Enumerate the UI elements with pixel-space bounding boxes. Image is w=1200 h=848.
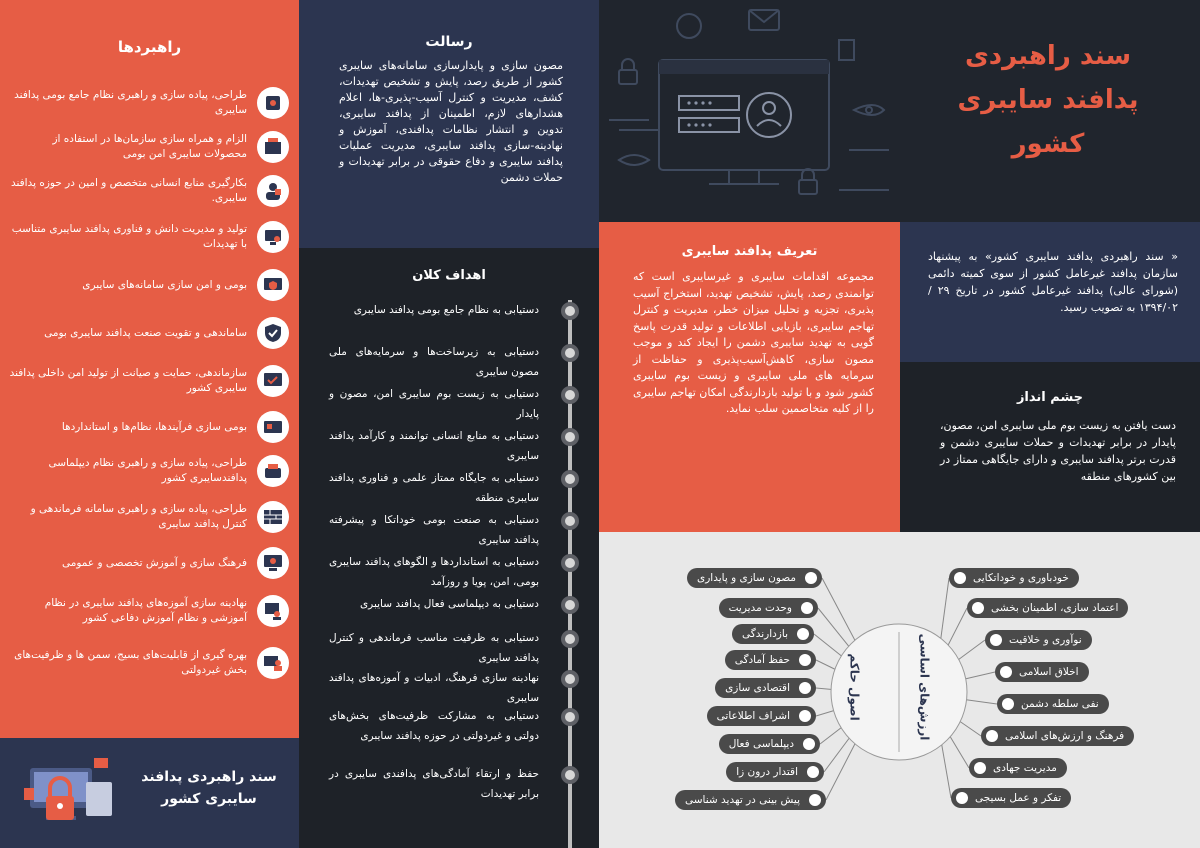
core-value-label: فرهنگ و ارزش‌های اسلامی xyxy=(1005,730,1125,742)
strategy-text: سازماندهی، حمایت و صیانت از تولید امن داخلی پدافند سایبری کشور xyxy=(9,367,247,394)
strategy-item xyxy=(7,168,289,214)
pill-dot-icon xyxy=(807,766,819,778)
pill-dot-icon xyxy=(1002,698,1014,710)
secure-system-icon xyxy=(257,269,289,301)
strategy-text: ساماندهی و تقویت صنعت پدافند سایبری بومی xyxy=(44,326,247,339)
goals-panel xyxy=(299,248,599,848)
pill-dot-icon xyxy=(1000,666,1012,678)
goal-bullet-icon xyxy=(561,512,579,530)
training-monitor-icon xyxy=(257,547,289,579)
cyber-hero-image xyxy=(599,0,899,222)
goal-bullet-icon xyxy=(561,386,579,404)
goal-bullet-icon xyxy=(561,470,579,488)
principle-pill xyxy=(675,790,826,810)
strategy-text: بومی سازی فرآیندها، نظام‌ها و استانداردها xyxy=(61,420,247,433)
core-value-pill xyxy=(949,568,1079,588)
goal-item: دستیابی به ظرفیت مناسب فرماندهی و کنترل پدافند سایبری xyxy=(329,632,539,664)
standards-icon xyxy=(257,411,289,443)
strategy-item xyxy=(7,540,289,586)
core-value-label: نفی سلطه دشمن xyxy=(1021,698,1099,710)
core-value-pill xyxy=(981,726,1134,746)
bottom-left-banner xyxy=(0,738,299,848)
goal-bullet-icon xyxy=(561,302,579,320)
strategy-text: بومی و امن سازی سامانه‌های سایبری xyxy=(82,278,247,291)
goal-item: دستیابی به نظام جامع بومی پدافند سایبری xyxy=(353,304,539,316)
strategy-item xyxy=(7,214,289,260)
strategy-item xyxy=(7,80,289,126)
building-icon xyxy=(257,131,289,163)
mission-heading: رسالت xyxy=(425,34,473,50)
strategy-text: بکارگیری منابع انسانی متخصص و امین در حوزه پدافند سایبری. xyxy=(10,177,247,204)
core-value-pill xyxy=(967,598,1128,618)
pill-dot-icon xyxy=(805,572,817,584)
connector-line xyxy=(826,736,859,800)
core-value-pill xyxy=(951,788,1071,808)
pill-dot-icon xyxy=(990,634,1002,646)
goal-item: دستیابی به زیرساخت‌ها و سرمایه‌های ملی مصون سایبری xyxy=(329,346,539,378)
definition-heading: تعریف پدافند سایبری xyxy=(681,244,818,259)
goal-bullet-icon xyxy=(561,670,579,688)
principle-pill xyxy=(725,650,816,670)
strategy-item xyxy=(7,358,289,404)
principle-pill xyxy=(719,598,818,618)
goal-item: دستیابی به صنعت بومی خوداتکا و پیشرفته پدافند سایبری xyxy=(329,514,539,546)
bottom-left-title: سند راهبردی پدافند سایبری کشور xyxy=(141,769,277,807)
strategies-panel xyxy=(0,0,299,738)
principle-label: پیش بینی در تهدید شناسی xyxy=(684,794,800,806)
goal-item: نهادینه سازی فرهنگ، ادبیات و آموزه‌های پدافند سایبری xyxy=(329,672,539,704)
pill-dot-icon xyxy=(954,572,966,584)
mission-text: مصون سازی و پایدارسازی سامانه‌های سایبری کشور از طریق رصد، پایش و تشخیص تهدیدات، کشف، مدیریت و کنترل آسیب-پذیری-ها، اعلام هشدارهای لازم، اطمینان از پدافند سایبری، تدوین و انتشار نظامات پدافندی، آموزش و نهادینه-سازی پدافند سایبری، مدیریت عملیات پدافند سایبری و دفاع حقوقی در برابر تهدیدات و حملات دشمن xyxy=(339,59,563,184)
goal-item: دستیابی به دیپلماسی فعال پدافند سایبری xyxy=(359,598,539,610)
strategies-heading: راهبردها xyxy=(117,38,182,56)
strategy-text: بهره گیری از قابلیت‌های بسیج، سمن ها و ظرفیت‌های بخش غیردولتی xyxy=(14,649,247,676)
core-value-label: مدیریت جهادی xyxy=(993,762,1057,774)
specialist-user-icon xyxy=(257,175,289,207)
goal-bullet-icon xyxy=(561,766,579,784)
knowledge-monitor-icon xyxy=(257,221,289,253)
principle-label: اشراف اطلاعاتی xyxy=(716,710,790,722)
vision-text: دست یافتن به زیست بوم ملی سایبری امن، مصون، پایدار در برابر تهدیدات و حملات سایبری دشمن و قدرت برتر پدافند سایبری و دارای جایگاهی ممتاز در بین کشورهای منطقه xyxy=(940,419,1176,483)
strategy-item xyxy=(7,404,289,450)
pill-dot-icon xyxy=(972,602,984,614)
strategy-item xyxy=(7,588,289,634)
title-panel xyxy=(899,0,1200,222)
goal-bullet-icon xyxy=(561,554,579,572)
core-value-pill xyxy=(969,758,1067,778)
goal-bullet-icon xyxy=(561,708,579,726)
pill-dot-icon xyxy=(803,738,815,750)
strategy-text: طراحی، پیاده سازی و راهبری نظام جامع بومی پدافند سایبری xyxy=(14,89,247,116)
principle-label: دیپلماسی فعال xyxy=(728,738,794,750)
goal-bullet-icon xyxy=(561,630,579,648)
vision-panel xyxy=(900,362,1200,532)
strategy-item xyxy=(7,494,289,540)
core-value-label: تفکر و عمل بسیجی xyxy=(975,792,1062,804)
goal-item: دستیابی به منابع انسانی توانمند و کارآمد پدافند سایبری xyxy=(329,430,539,462)
principle-pill xyxy=(726,762,824,782)
principles-hub-label: اصول حاکم xyxy=(847,653,862,721)
vision-heading: چشم انداز xyxy=(1016,390,1084,405)
core-value-pill xyxy=(997,694,1109,714)
strategy-item xyxy=(7,448,289,494)
approval-panel xyxy=(900,222,1200,362)
definition-panel xyxy=(599,222,900,532)
approval-text: « سند راهبردی پدافند سایبری کشور» به پیشنهاد سازمان پدافند غیرعامل کشور از سوی کمیته دائمی (شورای عالی) پدافند غیرعامل کشور در تاریخ ۲۹ /۱۳۹۴/۰۲ به تصویب رسید. xyxy=(928,250,1178,314)
core-values-hub-label: ارزش‌های اساسی xyxy=(917,633,932,741)
checked-monitor-icon xyxy=(257,365,289,397)
strategy-item xyxy=(7,310,289,356)
principle-label: بازدارندگی xyxy=(741,628,788,640)
principle-label: مصون سازی و پایداری xyxy=(697,572,796,584)
pill-dot-icon xyxy=(974,762,986,774)
strategy-text: طراحی، پیاده سازی و راهبری نظام دیپلماسی پدافندسایبری کشور xyxy=(48,457,247,484)
core-value-label: اعتماد سازی، اطمینان بخشی xyxy=(991,602,1119,614)
shield-check-icon xyxy=(257,317,289,349)
pill-dot-icon xyxy=(986,730,998,742)
pill-dot-icon xyxy=(956,792,968,804)
core-value-pill xyxy=(995,662,1089,682)
strategy-text: فرهنگ سازی و آموزش تخصصی و عمومی xyxy=(61,556,247,569)
strategy-item xyxy=(7,124,289,170)
document-title: سند راهبردی پدافند سایبری کشور xyxy=(957,41,1139,159)
connector-line xyxy=(822,578,859,648)
strategy-text: طراحی، پیاده سازی و راهبری سامانه فرماندهی و کنترل پدافند سایبری xyxy=(30,503,247,530)
goal-item: دستیابی به مشارکت ظرفیت‌های بخش‌های دولتی و غیردولتی در حوزه پدافند سایبری xyxy=(329,710,539,742)
pill-dot-icon xyxy=(799,682,811,694)
goal-item: دستیابی به استانداردها و الگوهای پدافند سایبری بومی، امن، پویا و روزآمد xyxy=(329,556,539,588)
goals-heading: اهداف کلان xyxy=(412,268,486,283)
strategy-text: الزام و همراه سازی سازمان‌ها در استفاده از محصولات سایبری امن بومی xyxy=(52,133,247,160)
goal-item: دستیابی به زیست بوم سایبری امن، مصون و پایدار xyxy=(329,388,539,420)
core-value-label: خودباوری و خوداتکایی xyxy=(973,572,1069,584)
diplomacy-printer-icon xyxy=(257,455,289,487)
strategy-text: نهادینه سازی آموزه‌های پدافند سایبری در نظام آموزشی و نظام آموزش دفاعی کشور xyxy=(44,597,247,624)
strategy-item xyxy=(7,640,289,686)
principle-pill xyxy=(707,706,816,726)
goal-bullet-icon xyxy=(561,596,579,614)
pill-dot-icon xyxy=(799,654,811,666)
pill-dot-icon xyxy=(809,794,821,806)
principle-pill xyxy=(715,678,816,698)
pill-dot-icon xyxy=(797,628,809,640)
partnership-icon xyxy=(257,647,289,679)
principle-pill xyxy=(732,624,814,644)
cyber-security-illustration-icon xyxy=(599,0,899,222)
core-value-label: اخلاق اسلامی xyxy=(1019,666,1079,678)
principle-label: اقتصادی سازی xyxy=(725,682,790,694)
core-value-pill xyxy=(985,630,1092,650)
pill-dot-icon xyxy=(799,710,811,722)
definition-text: مجموعه اقدامات سایبری و غیرسایبری است که توانمندی رصد، پایش، تشخیص تهدید، استخراج آسیب پذیری، تجزیه و تحلیل میزان خطر، مدیریت و کنترل تهاجم سایبری، بازیابی اطلاعات و تولید قدرت پاسخ گویی به تهدید سایبری دشمن را ایجاد کند و موجب مصون سازی، کاهش‌آسیب‌پذیری و حفاظت از سرمایه های ملی سایبری و زیست بوم سایبری کشور شود و با تولید بازدارندگی امکان تهاجم سایبری را از کلیه متخاصمین سلب نماید. xyxy=(633,270,874,415)
principle-label: حفظ آمادگی xyxy=(734,654,790,666)
goal-item: دستیابی به جایگاه ممتاز علمی و فناوری پدافند سایبری منطقه xyxy=(329,472,539,504)
strategy-text: تولید و مدیریت دانش و فناوری پدافند سایبری متناسب با تهدیدات xyxy=(11,223,247,250)
network-chip-icon xyxy=(257,87,289,119)
values-diagram xyxy=(599,532,1200,848)
education-user-icon xyxy=(257,595,289,627)
principle-pill xyxy=(687,568,822,588)
mission-panel xyxy=(299,0,599,248)
principle-label: اقتدار درون زا xyxy=(736,766,798,778)
command-firewall-icon xyxy=(257,501,289,533)
core-value-label: نوآوری و خلاقیت xyxy=(1009,634,1082,646)
principle-pill xyxy=(719,734,820,754)
strategy-item xyxy=(7,262,289,308)
principle-label: وحدت مدیریت xyxy=(728,602,792,614)
cyber-lock-illustration-icon xyxy=(20,752,120,834)
pill-dot-icon xyxy=(801,602,813,614)
goal-bullet-icon xyxy=(561,428,579,446)
goal-item: حفظ و ارتقاء آمادگی‌های پدافندی سایبری در برابر تهدیدات xyxy=(329,768,539,800)
goal-bullet-icon xyxy=(561,344,579,362)
